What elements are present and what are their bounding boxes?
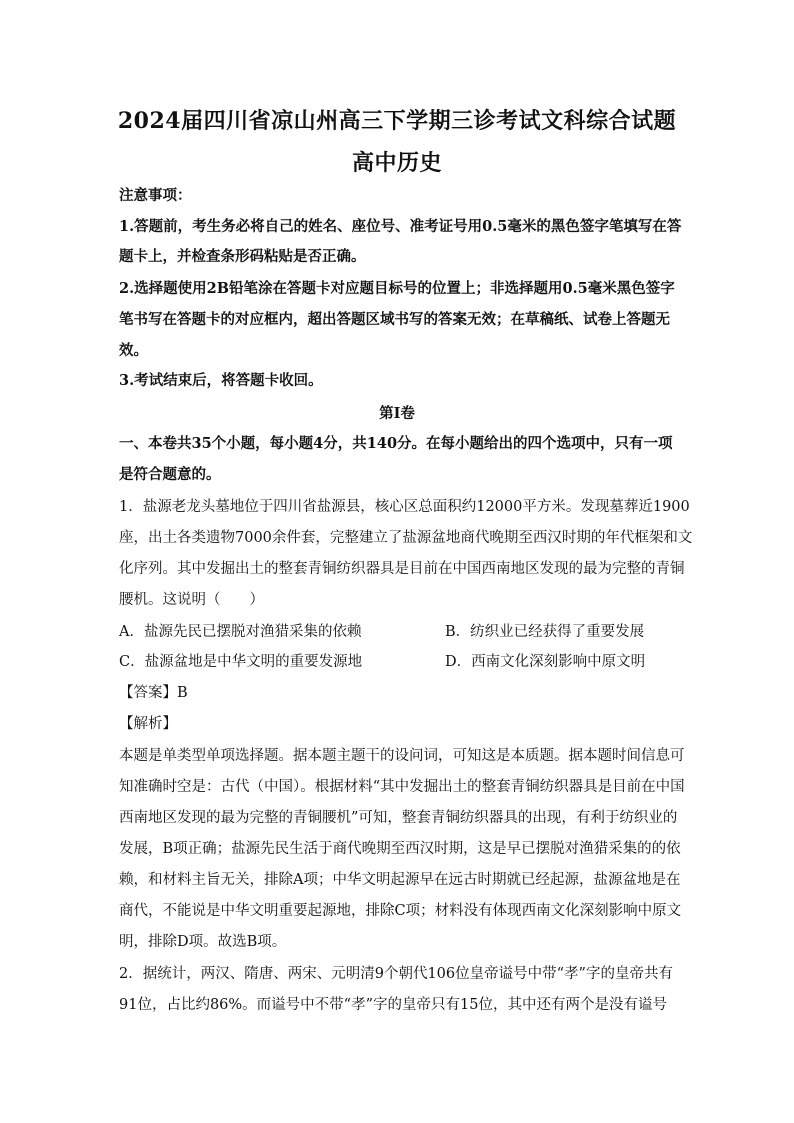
notice-line: 3.考试结束后，将答题卡收回。 (119, 372, 323, 389)
analysis-line: 商代，不能说是中华文明重要起源地，排除C项；材料没有体现西南文化深刻影响中原文 (119, 903, 682, 919)
analysis-line: 西南地区发现的最为完整的青铜腰机”可知，整套青铜纺织器具的出现，有利于纺织业的 (119, 810, 678, 826)
analysis-line: 发展，B项正确；盐源先民生活于商代晚期至西汉时期，这是早已摆脱对渔猎采集的的依 (119, 841, 681, 857)
notice-line: 2.选择题使用2B铅笔涂在答题卡对应题目标号的位置上；非选择题用0.5毫米黑色签字 (119, 280, 675, 297)
analysis-line: 明，排除D项。故选B项。 (119, 934, 287, 950)
section-intro-line: 一、本卷共35个小题，每小题4分，共140分。在每小题给出的四个选项中，只有一项 (119, 435, 673, 452)
analysis-line: 赖，和材料主旨无关，排除A项；中华文明起源早在远古时期就已经起源，盐源盆地是在 (119, 872, 681, 888)
question-1-option-c: C．盐源盆地是中华文明的重要发源地 (119, 654, 363, 670)
notice-line: 题卡上，并检查条形码粘贴是否正确。 (119, 248, 366, 265)
question-1-stem-line: 1．盐源老龙头墓地位于四川省盐源县，核心区总面积约12000平方米。发现墓葬近1900 (119, 499, 690, 515)
question-1-option-a: A．盐源先民已摆脱对渔猎采集的依赖 (119, 624, 362, 640)
question-1-stem-line: 座，出土各类遗物7000余件套，完整建立了盐源盆地商代晚期至西汉时期的年代框架和文 (119, 530, 693, 546)
section-title: 第Ⅰ卷 (379, 405, 415, 422)
notice-line: 笔书写在答题卡的对应框内，超出答题区域书写的答案无效；在草稿纸、试卷上答题无 (119, 311, 670, 328)
question-1-stem-line: 化序列。其中发掘出土的整套青铜纺织器具是目前在中国西南地区发现的最为完整的青铜 (119, 561, 685, 577)
document-title: 2024届四川省凉山州高三下学期三诊考试文科综合试题 (117, 108, 677, 134)
question-2-stem-line: 2．据统计，两汉、隋唐、两宋、元明清9个朝代106位皇帝谥号中带“孝”字的皇帝共有 (119, 966, 673, 982)
document-subtitle: 高中历史 (351, 150, 442, 176)
question-1-stem-line: 腰机。这说明（ ） (119, 592, 264, 608)
question-1-option-b: B．纺织业已经获得了重要发展 (445, 624, 645, 640)
notice-line: 效。 (119, 342, 148, 359)
analysis-line: 本题是单类型单项选择题。据本题主题干的设问词，可知这是本质题。据本题时间信息可 (119, 748, 685, 764)
analysis-line: 知准确时空是：古代（中国）。根据材料“其中发掘出土的整套青铜纺织器具是目前在中国 (119, 779, 685, 795)
question-1-analysis-heading: 【解析】 (119, 716, 177, 732)
question-2-stem-line: 91位，占比约86%。而谥号中不带“孝”字的皇帝只有15位，其中还有两个是没有谥号 (119, 997, 667, 1013)
question-1-option-d: D．西南文化深刻影响中原文明 (445, 654, 646, 670)
section-intro-line: 是符合题意的。 (119, 466, 221, 483)
notice-line: 1.答题前，考生务必将自己的姓名、座位号、准考证号用0.5毫米的黑色签字笔填写在答 (119, 218, 682, 235)
notice-heading: 注意事项： (119, 187, 192, 204)
question-1-answer: 【答案】B (119, 685, 188, 701)
